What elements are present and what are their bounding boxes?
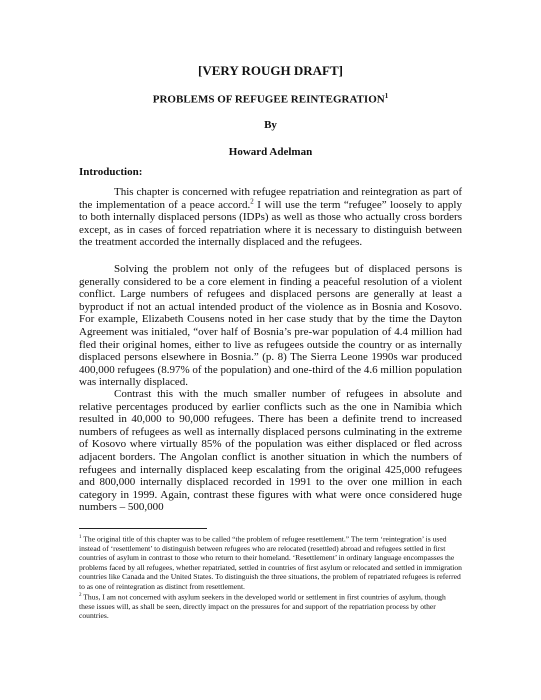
author-name: Howard Adelman [228,146,313,158]
footnote-2 [79,591,462,621]
paragraph-1-part-a: This chapter is concerned with refugee repatriation and reintegration as part of the implementation of a peace accord. [79,186,462,211]
paragraph-1 [79,186,462,249]
paper-title [0,92,541,106]
paragraph-3: Contrast this with the much smaller number of refugees in absolute and relative percentages produced by earlier conflicts such as the one in Namibia which resulted in 40,000 to 90,000 refugees. There has been a definite trend to increased numbers of refugees as well as internally displaced persons culminating in the extreme of Kosovo where virtually 85% of the population was either displaced or fled across adjacent borders. The Angolan conflict is another situation in which the numbers of refugees and internally displaced keep escalating from the original 425,000 refugees and 800,000 internally displaced recorded in 1991 to the over one million in each category in 1999. Again, contrast these figures with what were once considered huge numbers – 500,000 [79,388,462,514]
section-heading: Introduction: [79,166,143,178]
footnote-divider [79,528,207,529]
paragraph-1-part-b: I will use the term “refugee” loosely to apply to both internally displaced persons (IDPs) as well as those who actually cross borders except, as in cases of forced repatriation where it is necessary to distinguish between the treatment accorded the internally displaced and the refugees. [79,198,462,249]
paragraph-3-block [79,388,462,514]
draft-label: [VERY ROUGH DRAFT] [198,63,343,78]
paper-title-text: PROBLEMS OF REFUGEE REINTEGRATION [152,93,385,106]
footnote-2-text: Thus, I am not concerned with asylum seekers in the developed world or settlement in first countries of asylum, though these issues will, as shall be seen, directly impact on the pressures for and support of the repatriation process by other countries. [79,592,446,621]
footnote-1 [79,533,462,591]
footnote-1-number: 1 [79,535,82,540]
paragraph-2-block [79,263,462,389]
footnote-ref-2[interactable]: 2 [250,196,254,205]
paragraph-2: Solving the problem not only of the refugees but of displaced persons is generally considered to be a core element in finding a peaceful resolution of a violent conflict. Large numbers of refugees and displaced persons are generally at least a byproduct if not an actual intended product of the violence as in Bosnia and Kosovo. For example, Elizabeth Cousens noted in her case study that by the time the Dayton Agreement was initialed, “over half of Bosnia’s pre-war population of 4.4 million had fled their original homes, either to live as refugees outside the country or as internally displaced persons elsewhere in Bosnia.” (p. 8) The Sierra Leone 1990s war produced 400,000 refugees (8.97% of the population) and one-third of the 4.6 million population was internally displaced. [79,263,462,389]
footnotes [79,533,462,621]
byline-by: By [264,119,277,131]
footnote-ref-1[interactable]: 1 [384,92,389,100]
footnote-2-number: 2 [79,592,82,598]
footnote-1-text: The original title of this chapter was to be called “the problem of refugee resettlement.” The term ‘reintegration’ is used instead of ‘resettlement’ to distinguish between refugees who are relocated (resettled) abroad and refugees settled in first countries of asylum in contrast to those who return to their homeland. ‘Resettlement’ in ordinary language encompasses the problems faced by all refugees, whether repatriated, settled in countries of first asylum or relocated and settled in immigration countries like Canada and the United States. To distinguish the three situations, the problem of repatriated refugees is referred to as one of reintegration as distinct from resettlement. [79,534,462,591]
paragraph-1-block [79,186,462,249]
